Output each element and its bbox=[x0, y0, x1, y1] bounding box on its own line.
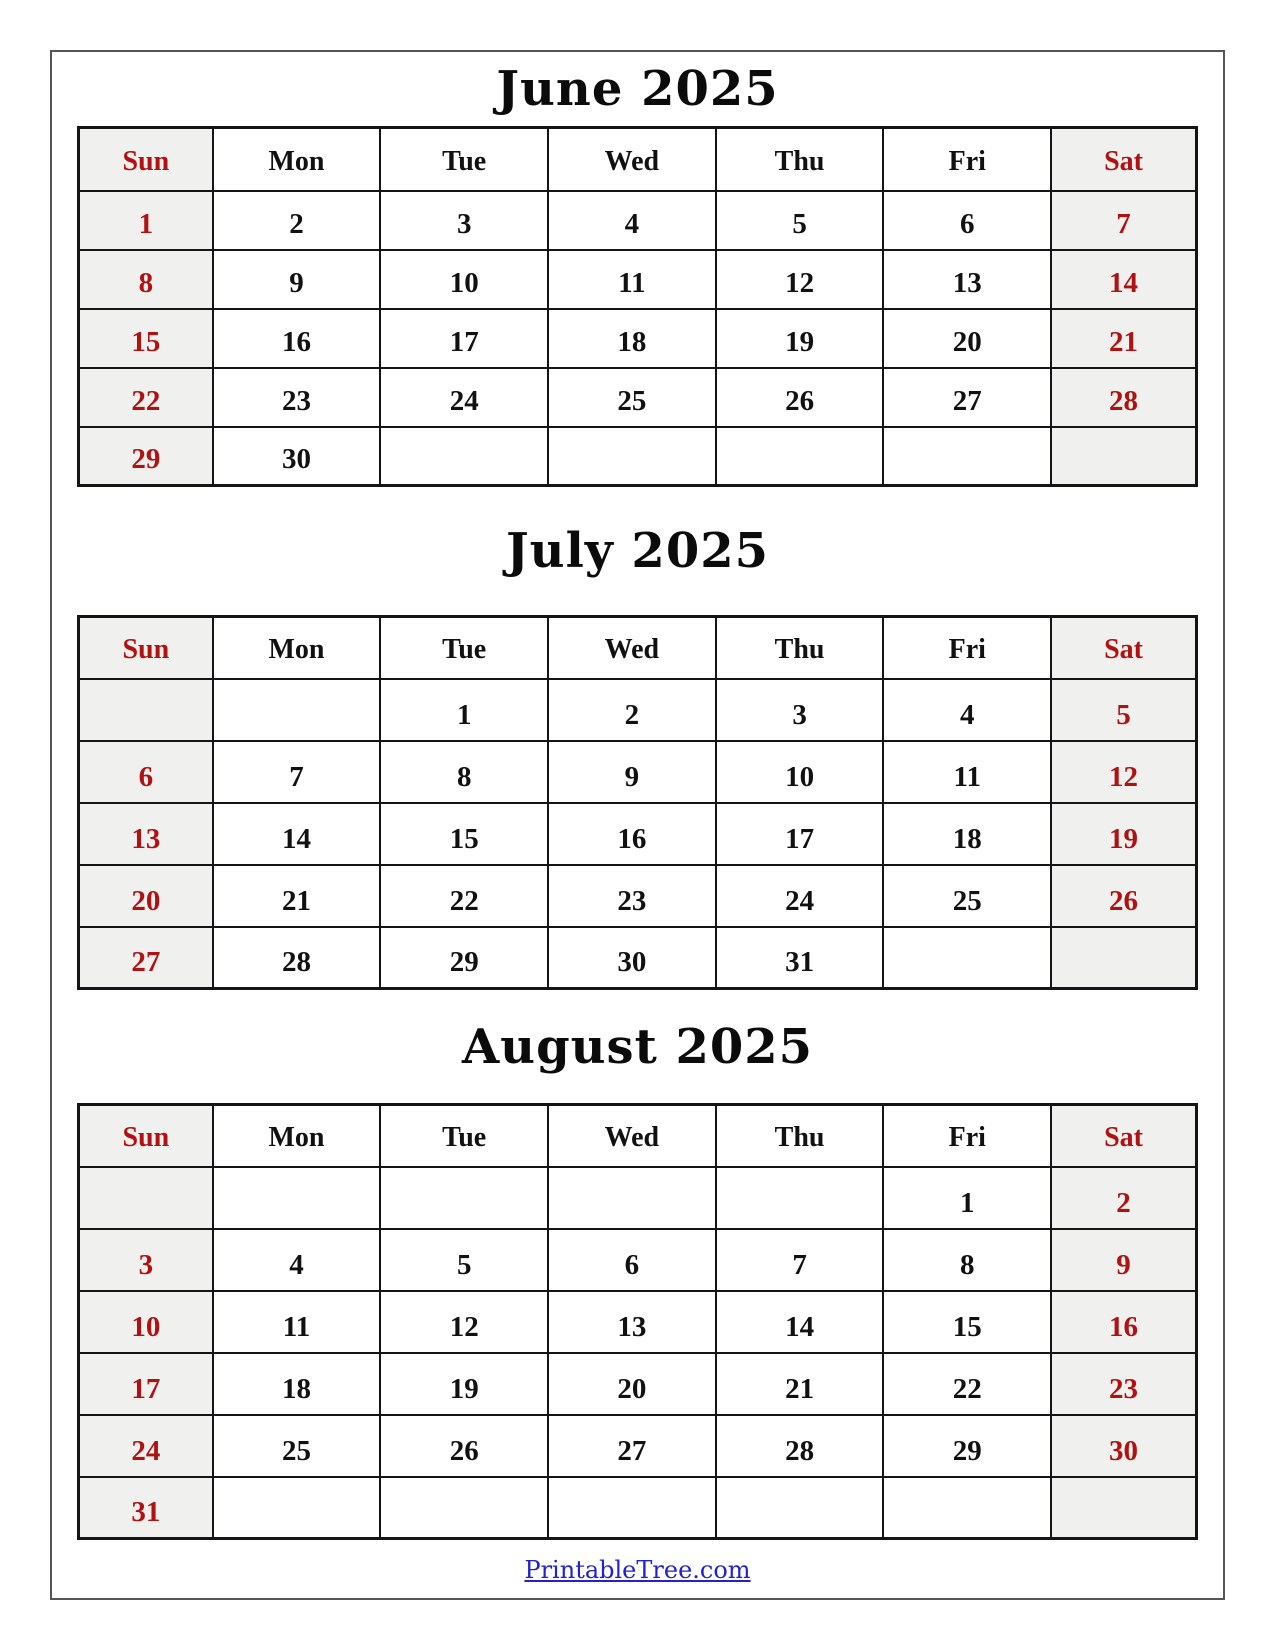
weekday-header-row-july-2025 bbox=[79, 617, 1197, 679]
week-row-6-august-2025 bbox=[79, 1477, 1197, 1539]
empty-day-cell-august-2025 bbox=[380, 1167, 548, 1229]
empty-day-cell-june-2025 bbox=[380, 427, 548, 486]
day-cell-august-2025-10: 10 bbox=[79, 1291, 213, 1353]
week-row-4-august-2025 bbox=[79, 1353, 1197, 1415]
week-row-2-july-2025 bbox=[79, 741, 1197, 803]
week-row-1-august-2025 bbox=[79, 1167, 1197, 1229]
day-cell-june-2025-26: 26 bbox=[716, 368, 884, 427]
months-container bbox=[77, 52, 1198, 1540]
day-cell-july-2025-5: 5 bbox=[1051, 679, 1196, 741]
weekday-header-mon-june-2025: Mon bbox=[213, 128, 381, 191]
day-cell-june-2025-17: 17 bbox=[380, 309, 548, 368]
day-cell-july-2025-9: 9 bbox=[548, 741, 716, 803]
weekday-header-sun-july-2025: Sun bbox=[79, 617, 213, 679]
day-cell-july-2025-12: 12 bbox=[1051, 741, 1196, 803]
day-cell-june-2025-9: 9 bbox=[213, 250, 381, 309]
weekday-header-sat-august-2025: Sat bbox=[1051, 1105, 1196, 1167]
calendar-table-july-2025 bbox=[77, 615, 1198, 990]
weekday-header-fri-july-2025: Fri bbox=[883, 617, 1051, 679]
day-cell-june-2025-7: 7 bbox=[1051, 191, 1196, 250]
day-cell-august-2025-31: 31 bbox=[79, 1477, 213, 1539]
week-row-3-july-2025 bbox=[79, 803, 1197, 865]
day-cell-june-2025-19: 19 bbox=[716, 309, 884, 368]
day-cell-july-2025-29: 29 bbox=[380, 927, 548, 989]
day-cell-august-2025-3: 3 bbox=[79, 1229, 213, 1291]
day-cell-july-2025-24: 24 bbox=[716, 865, 884, 927]
day-cell-august-2025-11: 11 bbox=[213, 1291, 381, 1353]
day-cell-july-2025-2: 2 bbox=[548, 679, 716, 741]
day-cell-august-2025-8: 8 bbox=[883, 1229, 1051, 1291]
day-cell-june-2025-6: 6 bbox=[883, 191, 1051, 250]
day-cell-june-2025-21: 21 bbox=[1051, 309, 1196, 368]
day-cell-august-2025-27: 27 bbox=[548, 1415, 716, 1477]
day-cell-june-2025-30: 30 bbox=[213, 427, 381, 486]
day-cell-august-2025-4: 4 bbox=[213, 1229, 381, 1291]
week-row-3-august-2025 bbox=[79, 1291, 1197, 1353]
day-cell-august-2025-14: 14 bbox=[716, 1291, 884, 1353]
day-cell-july-2025-8: 8 bbox=[380, 741, 548, 803]
day-cell-june-2025-16: 16 bbox=[213, 309, 381, 368]
week-row-1-june-2025 bbox=[79, 191, 1197, 250]
empty-day-cell-june-2025 bbox=[716, 427, 884, 486]
page-footer bbox=[52, 1540, 1223, 1600]
day-cell-august-2025-2: 2 bbox=[1051, 1167, 1196, 1229]
day-cell-june-2025-29: 29 bbox=[79, 427, 213, 486]
month-section-july-2025 bbox=[77, 487, 1198, 990]
empty-day-cell-august-2025 bbox=[1051, 1477, 1196, 1539]
day-cell-july-2025-31: 31 bbox=[716, 927, 884, 989]
day-cell-june-2025-4: 4 bbox=[548, 191, 716, 250]
day-cell-june-2025-14: 14 bbox=[1051, 250, 1196, 309]
day-cell-june-2025-12: 12 bbox=[716, 250, 884, 309]
weekday-header-wed-june-2025: Wed bbox=[548, 128, 716, 191]
empty-day-cell-july-2025 bbox=[883, 927, 1051, 989]
weekday-header-mon-july-2025: Mon bbox=[213, 617, 381, 679]
day-cell-august-2025-16: 16 bbox=[1051, 1291, 1196, 1353]
empty-day-cell-june-2025 bbox=[1051, 427, 1196, 486]
day-cell-august-2025-13: 13 bbox=[548, 1291, 716, 1353]
day-cell-june-2025-27: 27 bbox=[883, 368, 1051, 427]
weekday-header-thu-august-2025: Thu bbox=[716, 1105, 884, 1167]
day-cell-july-2025-20: 20 bbox=[79, 865, 213, 927]
day-cell-june-2025-22: 22 bbox=[79, 368, 213, 427]
day-cell-june-2025-8: 8 bbox=[79, 250, 213, 309]
day-cell-august-2025-15: 15 bbox=[883, 1291, 1051, 1353]
day-cell-july-2025-6: 6 bbox=[79, 741, 213, 803]
day-cell-july-2025-3: 3 bbox=[716, 679, 884, 741]
day-cell-july-2025-10: 10 bbox=[716, 741, 884, 803]
day-cell-june-2025-20: 20 bbox=[883, 309, 1051, 368]
day-cell-june-2025-15: 15 bbox=[79, 309, 213, 368]
day-cell-june-2025-24: 24 bbox=[380, 368, 548, 427]
day-cell-july-2025-11: 11 bbox=[883, 741, 1051, 803]
day-cell-august-2025-1: 1 bbox=[883, 1167, 1051, 1229]
day-cell-july-2025-21: 21 bbox=[213, 865, 381, 927]
day-cell-june-2025-13: 13 bbox=[883, 250, 1051, 309]
empty-day-cell-august-2025 bbox=[213, 1167, 381, 1229]
day-cell-august-2025-12: 12 bbox=[380, 1291, 548, 1353]
day-cell-august-2025-25: 25 bbox=[213, 1415, 381, 1477]
day-cell-august-2025-6: 6 bbox=[548, 1229, 716, 1291]
weekday-header-fri-august-2025: Fri bbox=[883, 1105, 1051, 1167]
month-title-july-2025: July 2025 bbox=[505, 523, 770, 579]
day-cell-august-2025-21: 21 bbox=[716, 1353, 884, 1415]
weekday-header-thu-july-2025: Thu bbox=[716, 617, 884, 679]
day-cell-june-2025-25: 25 bbox=[548, 368, 716, 427]
day-cell-july-2025-13: 13 bbox=[79, 803, 213, 865]
empty-day-cell-august-2025 bbox=[213, 1477, 381, 1539]
week-row-5-august-2025 bbox=[79, 1415, 1197, 1477]
day-cell-june-2025-1: 1 bbox=[79, 191, 213, 250]
day-cell-july-2025-14: 14 bbox=[213, 803, 381, 865]
weekday-header-row-august-2025 bbox=[79, 1105, 1197, 1167]
printabletree-link[interactable]: PrintableTree.com bbox=[524, 1556, 751, 1584]
weekday-header-tue-july-2025: Tue bbox=[380, 617, 548, 679]
weekday-header-tue-june-2025: Tue bbox=[380, 128, 548, 191]
empty-day-cell-august-2025 bbox=[716, 1477, 884, 1539]
day-cell-august-2025-9: 9 bbox=[1051, 1229, 1196, 1291]
week-row-2-august-2025 bbox=[79, 1229, 1197, 1291]
empty-day-cell-august-2025 bbox=[883, 1477, 1051, 1539]
day-cell-august-2025-18: 18 bbox=[213, 1353, 381, 1415]
weekday-header-fri-june-2025: Fri bbox=[883, 128, 1051, 191]
empty-day-cell-august-2025 bbox=[79, 1167, 213, 1229]
empty-day-cell-august-2025 bbox=[548, 1477, 716, 1539]
day-cell-august-2025-30: 30 bbox=[1051, 1415, 1196, 1477]
page-border-frame bbox=[50, 50, 1225, 1600]
day-cell-june-2025-5: 5 bbox=[716, 191, 884, 250]
day-cell-july-2025-7: 7 bbox=[213, 741, 381, 803]
week-row-2-june-2025 bbox=[79, 250, 1197, 309]
day-cell-july-2025-27: 27 bbox=[79, 927, 213, 989]
day-cell-june-2025-23: 23 bbox=[213, 368, 381, 427]
day-cell-june-2025-3: 3 bbox=[380, 191, 548, 250]
day-cell-july-2025-15: 15 bbox=[380, 803, 548, 865]
day-cell-august-2025-24: 24 bbox=[79, 1415, 213, 1477]
week-row-4-june-2025 bbox=[79, 368, 1197, 427]
empty-day-cell-august-2025 bbox=[380, 1477, 548, 1539]
month-title-august-2025: August 2025 bbox=[461, 1018, 814, 1075]
day-cell-august-2025-19: 19 bbox=[380, 1353, 548, 1415]
day-cell-july-2025-16: 16 bbox=[548, 803, 716, 865]
day-cell-june-2025-11: 11 bbox=[548, 250, 716, 309]
day-cell-july-2025-25: 25 bbox=[883, 865, 1051, 927]
day-cell-july-2025-17: 17 bbox=[716, 803, 884, 865]
day-cell-july-2025-30: 30 bbox=[548, 927, 716, 989]
weekday-header-sat-july-2025: Sat bbox=[1051, 617, 1196, 679]
weekday-header-sun-august-2025: Sun bbox=[79, 1105, 213, 1167]
week-row-5-july-2025 bbox=[79, 927, 1197, 989]
day-cell-july-2025-4: 4 bbox=[883, 679, 1051, 741]
day-cell-july-2025-26: 26 bbox=[1051, 865, 1196, 927]
day-cell-august-2025-20: 20 bbox=[548, 1353, 716, 1415]
day-cell-june-2025-28: 28 bbox=[1051, 368, 1196, 427]
month-title-june-2025: June 2025 bbox=[496, 61, 779, 117]
empty-day-cell-july-2025 bbox=[1051, 927, 1196, 989]
month-section-june-2025 bbox=[77, 52, 1198, 487]
weekday-header-mon-august-2025: Mon bbox=[213, 1105, 381, 1167]
empty-day-cell-july-2025 bbox=[79, 679, 213, 741]
empty-day-cell-june-2025 bbox=[883, 427, 1051, 486]
calendar-table-june-2025 bbox=[77, 126, 1198, 487]
weekday-header-sat-june-2025: Sat bbox=[1051, 128, 1196, 191]
week-row-5-june-2025 bbox=[79, 427, 1197, 486]
day-cell-august-2025-23: 23 bbox=[1051, 1353, 1196, 1415]
empty-day-cell-july-2025 bbox=[213, 679, 381, 741]
day-cell-august-2025-17: 17 bbox=[79, 1353, 213, 1415]
weekday-header-wed-august-2025: Wed bbox=[548, 1105, 716, 1167]
weekday-header-tue-august-2025: Tue bbox=[380, 1105, 548, 1167]
day-cell-july-2025-28: 28 bbox=[213, 927, 381, 989]
day-cell-july-2025-1: 1 bbox=[380, 679, 548, 741]
empty-day-cell-august-2025 bbox=[548, 1167, 716, 1229]
week-row-3-june-2025 bbox=[79, 309, 1197, 368]
day-cell-august-2025-26: 26 bbox=[380, 1415, 548, 1477]
day-cell-august-2025-22: 22 bbox=[883, 1353, 1051, 1415]
day-cell-august-2025-29: 29 bbox=[883, 1415, 1051, 1477]
weekday-header-row-june-2025 bbox=[79, 128, 1197, 191]
day-cell-july-2025-18: 18 bbox=[883, 803, 1051, 865]
day-cell-june-2025-10: 10 bbox=[380, 250, 548, 309]
weekday-header-thu-june-2025: Thu bbox=[716, 128, 884, 191]
day-cell-june-2025-18: 18 bbox=[548, 309, 716, 368]
day-cell-july-2025-19: 19 bbox=[1051, 803, 1196, 865]
day-cell-august-2025-7: 7 bbox=[716, 1229, 884, 1291]
empty-day-cell-august-2025 bbox=[716, 1167, 884, 1229]
weekday-header-sun-june-2025: Sun bbox=[79, 128, 213, 191]
day-cell-june-2025-2: 2 bbox=[213, 191, 381, 250]
day-cell-july-2025-22: 22 bbox=[380, 865, 548, 927]
day-cell-july-2025-23: 23 bbox=[548, 865, 716, 927]
weekday-header-wed-july-2025: Wed bbox=[548, 617, 716, 679]
week-row-1-july-2025 bbox=[79, 679, 1197, 741]
week-row-4-july-2025 bbox=[79, 865, 1197, 927]
day-cell-august-2025-5: 5 bbox=[380, 1229, 548, 1291]
calendar-table-august-2025 bbox=[77, 1103, 1198, 1540]
month-section-august-2025 bbox=[77, 990, 1198, 1540]
day-cell-august-2025-28: 28 bbox=[716, 1415, 884, 1477]
empty-day-cell-june-2025 bbox=[548, 427, 716, 486]
